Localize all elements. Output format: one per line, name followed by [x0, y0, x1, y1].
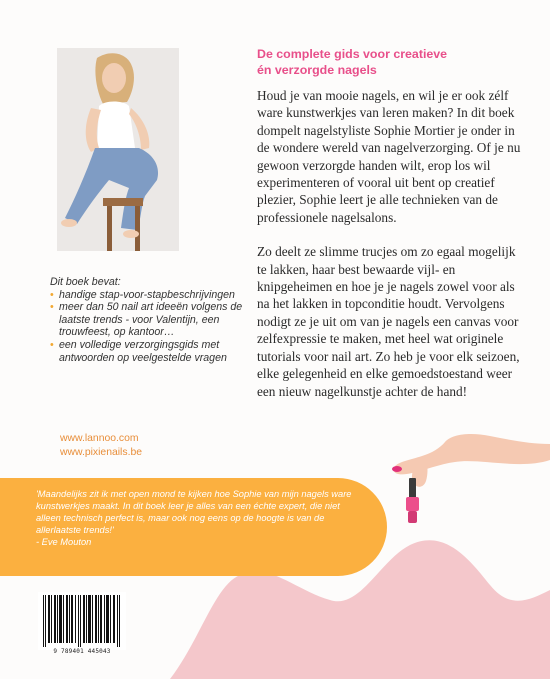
website-links	[60, 432, 142, 460]
headline-line-1: De complete gids voor creatieve	[257, 47, 448, 61]
contents-item: • handige stap-voor-stapbeschrijvingen	[50, 289, 250, 302]
isbn-barcode	[38, 592, 126, 650]
contents-intro: Dit boek bevat:	[50, 276, 121, 288]
contents-item: • een volledige verzorgingsgids met antwoorden op veelgestelde vragen	[50, 339, 250, 364]
blurb	[257, 87, 525, 400]
quote-author: - Eve Mouton	[36, 537, 92, 547]
book-contents	[50, 276, 250, 364]
quote-text: 'Maandelijks zit ik met open mond te kijken hoe Sophie van mijn nagels ware kunstwerkjes maakt. In dit boek leer je alles van een échte expert, die niet alleen technisch perfect is, maar ook nog eens op de hoogte is van de allerlaatste trends!'	[36, 489, 352, 535]
blurb-paragraph-1: Houd je van mooie nagels, en wil je er ook zélf ware kunstwerkjes van leren maken? In dit boek dompelt nagelstyliste Sophie Mortier je onder in de wondere wereld van nagelverzorging. Of je nu gewoon verzorgde handen wilt, erop los wil experimenteren of vooral uit bent op creatief plezier, Sophie leert je alle technieken van de professionele nagelsalons.	[257, 88, 521, 225]
author-site-link[interactable]: www.pixienails.be	[60, 447, 143, 458]
isbn-digits: 9 789401 445043	[53, 648, 111, 655]
headline-line-2: én verzorgde nagels	[257, 63, 377, 77]
testimonial-quote	[36, 488, 356, 548]
publisher-link[interactable]: www.lannoo.com	[60, 433, 139, 444]
contents-list	[50, 289, 250, 365]
headline	[257, 46, 519, 78]
author-photo	[57, 48, 179, 251]
contents-item: • meer dan 50 nail art ideeën volgens de laatste trends - voor Valentijn, een trouwfeest, op kantoor…	[50, 301, 250, 339]
blurb-paragraph-2: Zo deelt ze slimme trucjes om zo egaal mogelijk te lakken, haar best bewaarde vijl- en knipgeheimen en hoe je je nagels zowel voor als na het lakken in topconditie houdt. Vervolgens nodigt ze je uit om van je nagels een canvas voor zelfexpressie te maken, met heel wat originele tutorials voor nail art. Zo heb je voor elk seizoen, elke gelegenheid en elke gemoedstoestand weer een nieuw nagelkunstje achter de hand!	[257, 244, 520, 399]
